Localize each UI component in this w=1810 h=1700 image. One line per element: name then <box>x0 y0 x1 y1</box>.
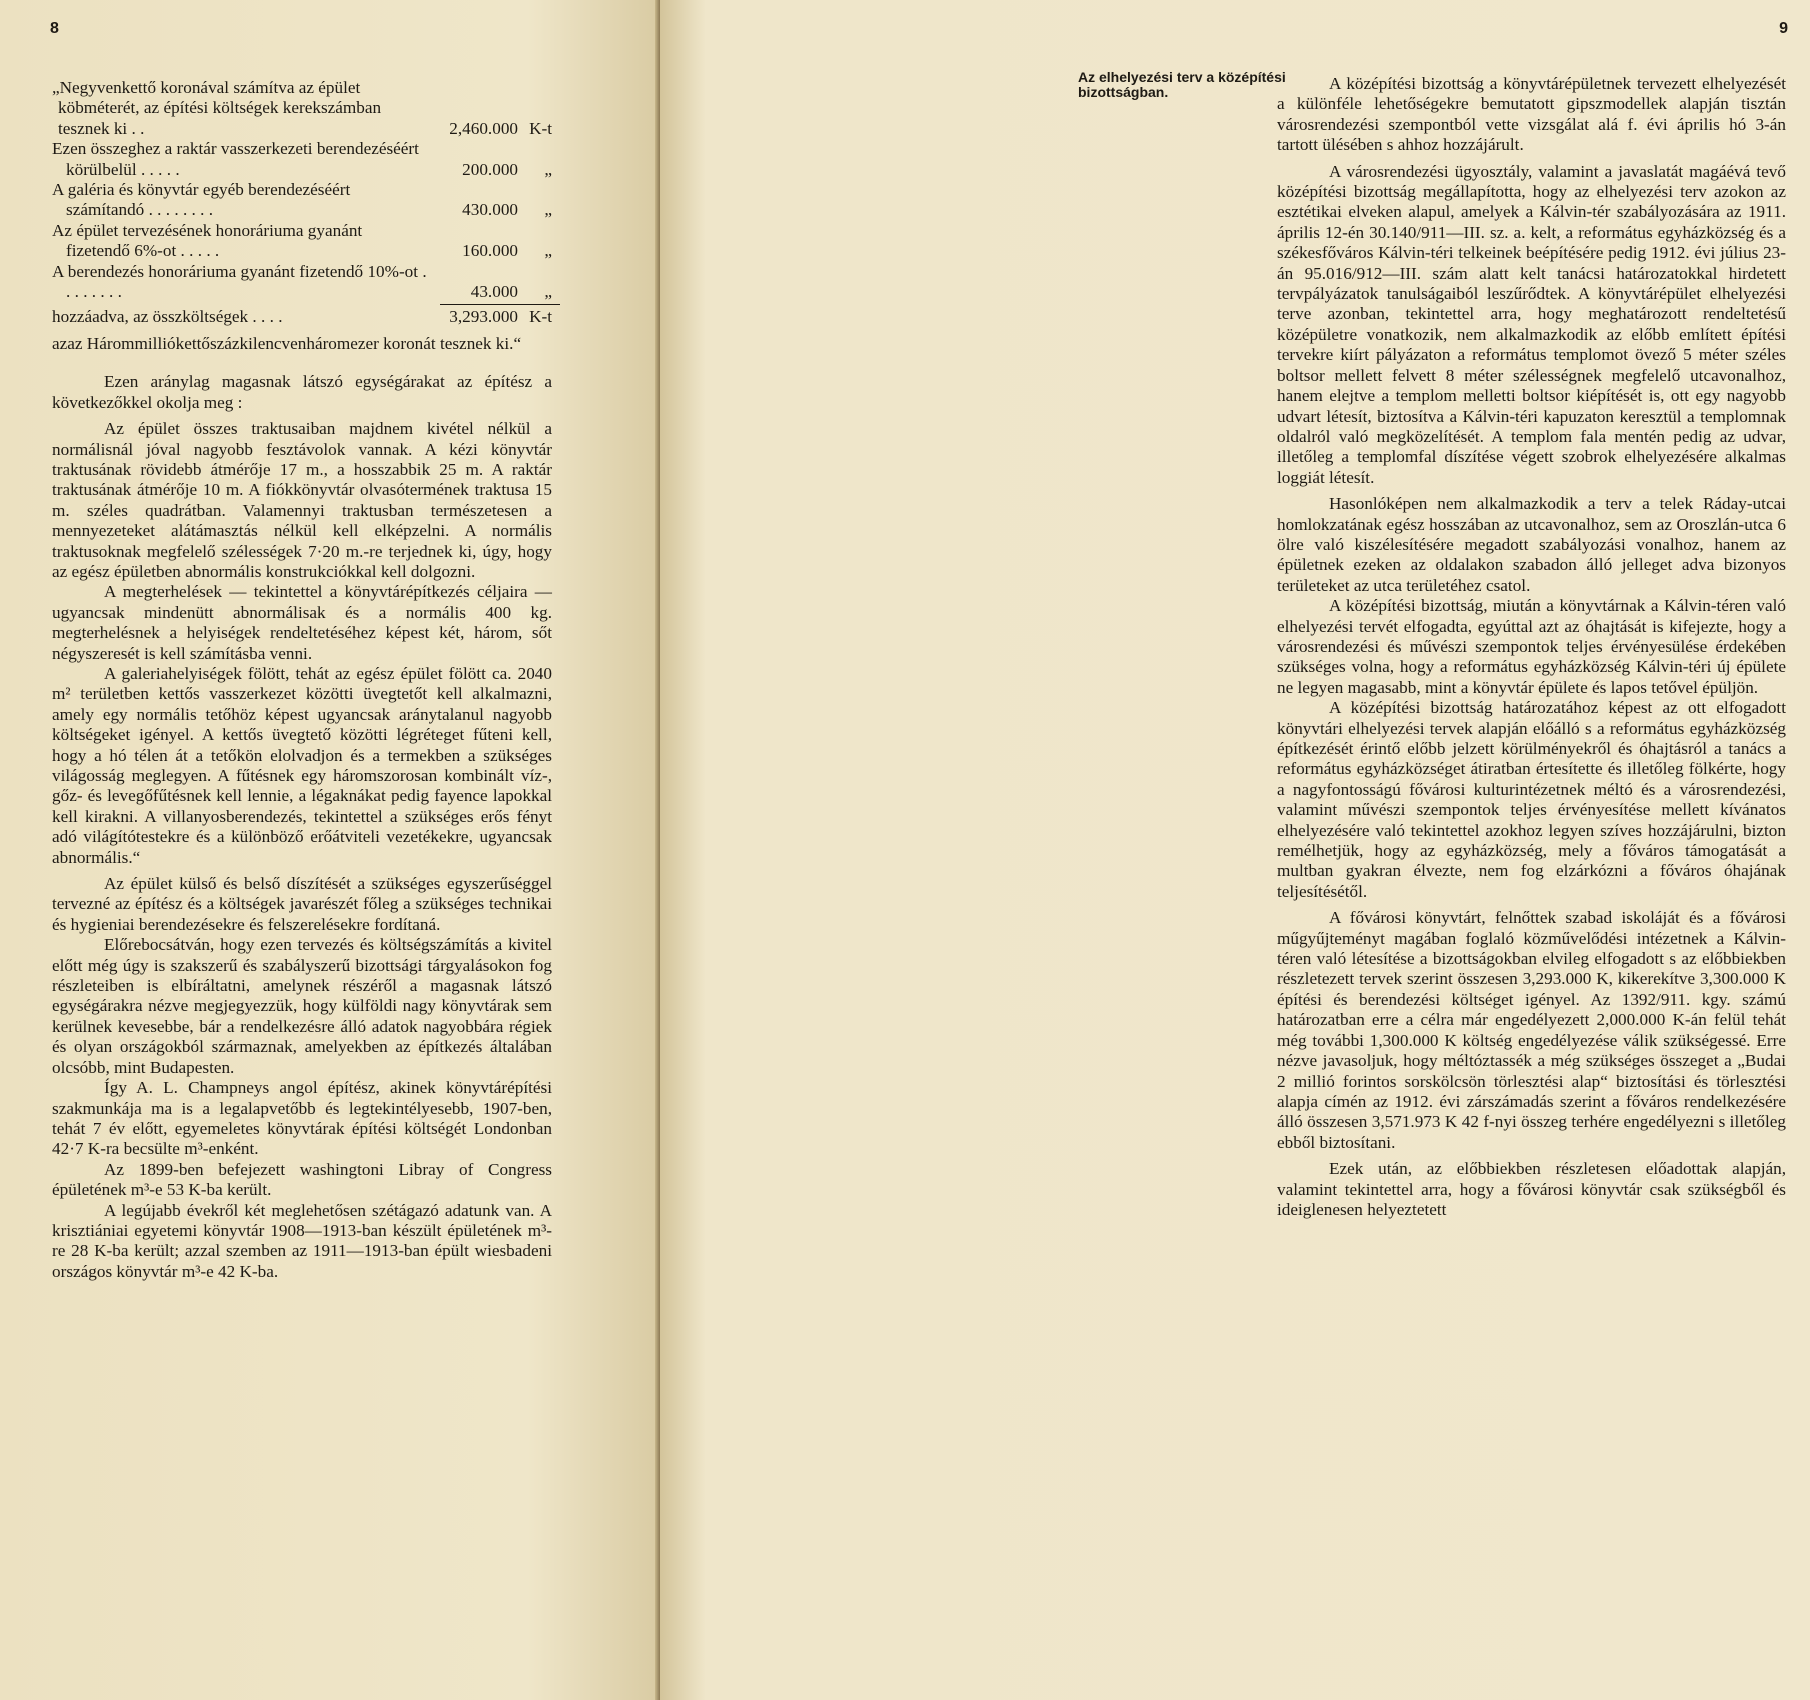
cost-calculation <box>52 78 552 354</box>
page-number-left: 8 <box>50 20 59 37</box>
paragraph: A középítési bizottság a könyvtárépületnek tervezett elhelyezését a különféle lehetőségekre bemutatott gipszmodellek alapján tisztán városrendezési szempontból vette vizsgálat alá f. évi április hó 3-án tartott ülésében s ahhoz hozzájárult. <box>1277 74 1786 155</box>
paragraph: A galeriahelyiségek fölött, tehát az egész épület fölött ca. 2040 m² területben kettős vasszerkezet közötti üvegtetőt kell alkalmazni, amely egy normális tetőhöz képest ugyancsak aránytalanul nagyobb költségeket igényel. A kettős üvegtető közötti légréteget fűteni kell, hogy a hó télen át a tetőkön elolvadjon és a termekben a szükséges világosság meglegyen. A fűtésnek egy háromszorosan kombinált víz-, gőz- és levegőfűtésnek kell lennie, a légaknákat pedig fayence lapokkal kell kirakni. A villanyosberendezés, tekintettel a szükséges erős fényt adó világítótestekre és a különböző erőátviteli vezetékekre, ugyancsak abnormális.“ <box>52 663 552 867</box>
cost-label: Az épület tervezésének honoráriuma gyanánt fizetendő 6%-ot . . . . . <box>52 220 363 261</box>
total-amount: 3,293.000 <box>449 307 518 327</box>
cost-amount: 430.000 <box>462 200 518 220</box>
paragraph: Ezen aránylag magasnak látszó egységárakat az építész a következőkkel okolja meg : <box>52 372 552 412</box>
paragraph: Ezek után, az előbbiekben részletesen előadottak alapján, valamint tekintettel arra, hogy a fővárosi könyvtár csak szükségből és ideiglenesen helyeztetett <box>1277 1159 1786 1219</box>
cost-unit: „ <box>544 241 552 261</box>
cost-unit: „ <box>544 200 552 220</box>
cost-row <box>52 262 552 303</box>
cost-amount: 2,460.000 <box>449 118 518 138</box>
cost-label: Ezen összeghez a raktár vasszerkezeti berendezéséért körülbelül . . . . . <box>52 139 419 179</box>
paragraph: A középítési bizottság, miután a könyvtárnak a Kálvin-téren való elhelyezési tervét elfogadta, egyúttal azt az óhajtását is kifejezte, hogy a városrendezési és művészi szempontok teljes érvényesülése érdekében szükséges volna, hogy a református egyházközség Kálvin-téri új épülete ne legyen magasabb, mint a könyvtár épülete és lapos tetővel épüljön. <box>1277 596 1786 697</box>
paragraph: A városrendezési ügyosztály, valamint a javaslatát magáévá tevő középítési bizottság megállapította, hogy az elhelyezési terv azokon az esztétikai elveken alapul, amelyek a Kálvin-tér szabályozására az 1911. április 12-én 30.140/911—III. sz. a. kelt, a református egyházközség és a székesfőváros Kálvin-téri telkeinek beépítésére pedig 1912. évi július 23-án 95.016/912—III. szám alatt kelt tanácsi határozatokkal hirdetett tervpályázatok tanulságaiból leszűrődtek. A könyvtárépület elhelyezési terve azonban, tekintettel arra, hogy meghatározott rendeltetésű középületre vonatkozik, nem alkalmazkodik az előbb említett építési tervekre kiírt pályázaton a református templomot övező 5 méter széles boltsor mellett felvett 8 méter szélességnek megfelelő utcavonalhoz, hanem elejtve a templom melletti boltsor kiépítését is, ott egy nagyobb udvart létesít, biztosítva a Kálvin-téri kapuzaton keresztül a templomnak oldalról való megközelítését. A templom fala mentén pedig az udvar, illetőleg a templomfal díszítése végett szobrok elhelyezésére alkalmas loggiát létesít. <box>1277 161 1786 487</box>
cost-row <box>52 180 552 221</box>
right-text-column <box>1277 74 1786 1220</box>
paragraph: A fővárosi könyvtárt, felnőttek szabad iskoláját és a fővárosi műgyűjteményt magában foglaló közművelődési intézetnek a Kálvin-téren való létesítése a bizottságokban elvileg elfogadott s az előbbiekben részletezett tervek szerint összesen 3,293.000 K, kikerekítve 3,300.000 K építési és berendezési költséget igényel. Az 1392/911. kgy. számú határozatban erre a célra már engedélyezett 2,000.000 K-án felül tehát még további 1,300.000 K költség engedélyezése válik szükségessé. Erre nézve javasoljuk, hogy méltóztassék a még szükséges összeget a „Budai 2 millió forintos sorskölcsön törlesztési alap“ biztosítási és törlesztési alapja címén az 1912. évi zárszámadás szerint a főváros rendelkezésére álló összesen 3,571.973 K 42 f-nyi összeg terhére engedélyezni s illetőleg ebből biztosítani. <box>1277 908 1786 1152</box>
paragraph: Az épület külső és belső díszítését a szükséges egyszerűséggel tervezné az építész és a költségek javarészét főleg a szükséges technikai és hygieniai berendezésekre és felszerelésekre fordítaná. <box>52 874 552 934</box>
sum-rule <box>440 304 560 305</box>
quote-end: azaz Hárommilliókettőszázkilencvenháromezer koronát tesznek ki.“ <box>52 333 522 353</box>
left-text-column <box>52 78 552 1282</box>
cost-label: „Negyvenkettő koronával számítva az épület köbméterét, az építési költségek kerekszámban tesznek ki . . <box>52 78 382 138</box>
paragraph: Az épület összes traktusaiban majdnem kivétel nélkül a normálisnál jóval nagyobb fesztávolok vannak. A kézi könyvtár traktusának rövidebb átmérője 17 m., a hosszabbik 25 m. A raktár traktusának átmérője 10 m. A fiókkönyvtár olvasótermének traktusa 15 m. széles quadrátban. Valamennyi traktusban természetesen a mennyezeteket alátámasztás nélkül kell elképzelni. A normális traktusoknak megfelelő szélességek 7·20 m.-re terjednek ki, úgy, hogy az egész épületben abnormális konstrukciókkal kell dolgozni. <box>52 419 552 581</box>
page-number-right: 9 <box>1779 20 1788 37</box>
paragraph: A középítési bizottság határozatához képest az ott elfogadott könyvtári elhelyezési tervek alapján előálló s a református egyházközség építkezését érintő előbb jelzett körülményekről és óhajtásról a tanács a református egyházközséget átiratban értesítette és illetőleg fölkérte, hogy a nagyfontosságú fővárosi kulturintézetnek méltó és a városrendezési, valamint művészi szempontok teljes érvényesítése mellett kívánatos elhelyezésére való tekintettel azokhoz legyen szíves hozzájárulni, bizton remélhetjük, hogy az egyházközség, mely a főváros támogatását a multban gyakran élvezte, nem fog elzárkózni a főváros óhajának teljesítésétől. <box>1277 698 1786 901</box>
paragraph: A legújabb évekről két meglehetősen szétágazó adatunk van. A krisztiániai egyetemi könyvtár 1908—1913-ban készült épületének m³-re 28 K-ba került; azzal szemben az 1911—1913-ban épült wiesbadeni országos könyvtár m³-e 42 K-ba. <box>52 1200 552 1281</box>
cost-label: A berendezés honoráriuma gyanánt fizetendő 10%-ot . . . . . . . . <box>52 261 427 302</box>
cost-label: A galéria és könyvtár egyéb berendezéséért számítandó . . . . . . . . <box>52 180 351 220</box>
total-label: hozzáadva, az összköltségek . . . . <box>52 307 283 327</box>
cost-row <box>52 221 552 262</box>
cost-amount: 200.000 <box>462 159 518 179</box>
paragraph: A megterhelések — tekintettel a könyvtárépítkezés céljaira — ugyancsak mindenütt abnormálisak és a normális 400 kg. megterhelésnek a helyiségek rendeltetéséhez képest két, három, sőt négyszeresét is kell számításba venni. <box>52 582 552 663</box>
paragraph: Előrebocsátván, hogy ezen tervezés és költségszámítás a kivitel előtt még úgy is szakszerű és szabályszerű bizottsági tárgyalásokon fog részleteiben is elbíráltatni, amelynek részéről a magasnak látszó egységárakra nézve megjegyezzük, hogy külföldi nagy könyvtárak sem kerülnek kevesebbe, bár a rendelkezésre álló adatok nagyobbára régiek és olyan országokból származnak, amelyekben az építkezés általában olcsóbb, mint Budapesten. <box>52 935 552 1077</box>
cost-row <box>52 139 552 180</box>
margin-note: Az elhelyezési terv a középítési bizottságban. <box>1078 69 1286 100</box>
cost-amount: 160.000 <box>462 241 518 261</box>
paragraph: Az 1899-ben befejezett washingtoni Libray of Congress épületének m³-e 53 K-ba került. <box>52 1159 552 1200</box>
cost-unit: K-t <box>529 118 552 138</box>
cost-row <box>52 78 552 139</box>
paragraph: Hasonlóképen nem alkalmazkodik a terv a telek Ráday-utcai homlokzatának egész hosszában az utcavonalhoz, sem az Oroszlán-utca 6 ölre való kiszélesítésére megadott szabályozási vonalhoz, hanem az épületnek ezeken az oldalakon szabadon álló jelleget adva bizonyos területeket az utca területéhez csatol. <box>1277 494 1786 595</box>
total-unit: K-t <box>529 307 552 327</box>
cost-unit: „ <box>544 282 552 302</box>
left-page <box>0 0 660 1700</box>
paragraph: Így A. L. Champneys angol építész, akinek könyvtárépítési szakmunkája ma is a legalapvetőbb és legtekintélyesebb, 1907-ben, tehát 7 év előtt, egyemeletes könyvtárak építési költségét Londonban 42·7 K-ra becsülte m³-enként. <box>52 1078 552 1159</box>
cost-unit: „ <box>544 159 552 179</box>
cost-amount: 43.000 <box>470 282 518 302</box>
total-row <box>52 307 552 327</box>
